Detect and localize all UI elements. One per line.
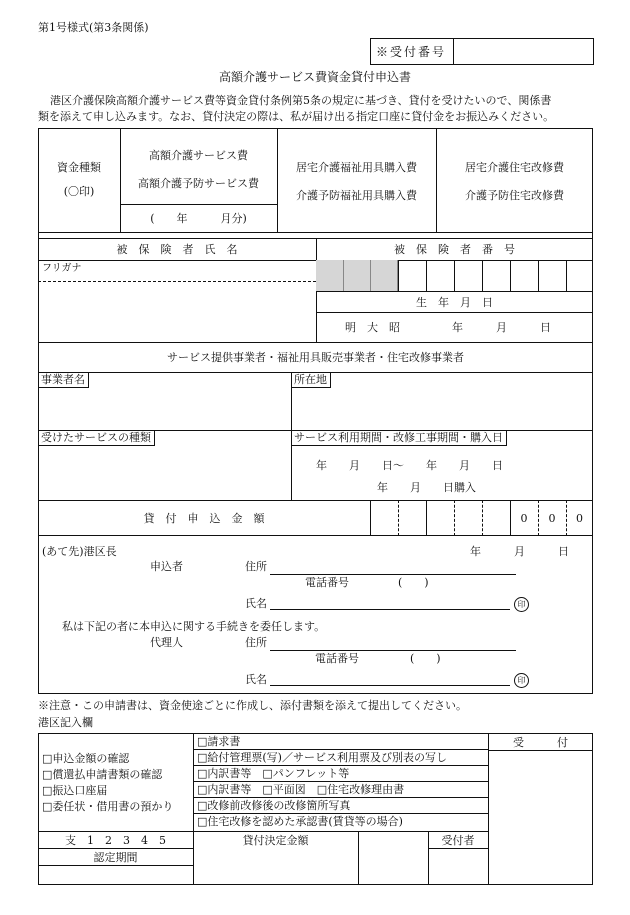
service-type-label: 受けたサービスの種類 [39, 431, 155, 446]
check-amount[interactable]: □申込金額の確認 [42, 752, 130, 765]
birth-date-field[interactable]: 年 月 日 [452, 321, 551, 334]
furigana-label: フリガナ [42, 263, 82, 274]
provider-address-label: 所在地 [292, 373, 331, 388]
receipt-number-label: ※受付番号 [376, 45, 447, 59]
fund-option-preventive-equipment[interactable]: 介護予防福祉用具購入費 [296, 189, 417, 202]
applicant-label: 申込者 [150, 560, 183, 573]
applicant-phone-field[interactable]: ( ) [398, 576, 429, 589]
branch-number: 支 1 2 3 4 5 [65, 834, 166, 847]
applicant-address-label: 住所 [245, 560, 267, 573]
fund-option-high-care[interactable]: 高額介護サービス費 [149, 149, 248, 162]
receiver-label: 受付者 [441, 834, 475, 847]
amount-digit-zero: 0 [548, 512, 556, 525]
agent-name-label: 氏名 [245, 673, 267, 686]
service-period-field[interactable]: 年 月 日～ 年 月 日 [316, 459, 503, 472]
number-cell-prefix [316, 260, 344, 291]
addressee: (あて先)港区長 [42, 545, 117, 558]
applicant-address-input[interactable] [270, 574, 516, 575]
service-type-input[interactable] [40, 448, 289, 498]
birth-era-options[interactable]: 明 大 昭 [345, 321, 400, 334]
insured-number-input[interactable] [398, 261, 592, 290]
provider-name-input[interactable] [40, 390, 289, 428]
doc-photos[interactable]: □改修前改修後の改修箇所写真 [197, 799, 351, 812]
number-cell-prefix [371, 260, 398, 291]
application-date-field[interactable]: 年 月 日 [470, 545, 569, 558]
seal-mark: 印 [514, 597, 529, 612]
fund-option-high-preventive[interactable]: 高額介護予防サービス費 [138, 177, 259, 190]
provider-name-label: 事業者名 [39, 373, 89, 388]
page-title: 高額介護サービス費資金貸付申込書 [218, 70, 411, 84]
doc-breakdown-pamphlet[interactable]: □内訳書等 □パンフレット等 [197, 767, 350, 780]
loan-amount-label: 貸 付 申 込 金 額 [143, 512, 265, 525]
seal-mark: 印 [514, 673, 529, 688]
insured-number-header: 被 保 険 者 番 号 [394, 243, 515, 256]
certification-period-label: 認定期間 [93, 851, 138, 864]
delegation-statement: 私は下記の者に本申込に関する手続きを委任します。 [62, 620, 326, 633]
fund-option-preventive-renovation[interactable]: 介護予防住宅改修費 [465, 189, 564, 202]
loan-amount-input[interactable] [371, 501, 509, 535]
agent-address-label: 住所 [245, 636, 267, 649]
intro-line-1: 港区介護保険高額介護サービス費等資金貸付条例第5条の規定に基づき、貸付を受けたいので、関係書 [50, 94, 552, 107]
receipt-stamp-label: 受 付 [513, 736, 568, 749]
office-use-header: 港区記入欄 [38, 716, 93, 729]
form-number: 第1号様式(第3条関係) [38, 21, 149, 34]
insured-name-input[interactable] [40, 283, 314, 339]
provider-header: サービス提供事業者・福祉用具販売事業者・住宅改修事業者 [167, 351, 464, 364]
amount-digit-zero: 0 [520, 512, 528, 525]
amount-digit-zero: 0 [576, 512, 583, 525]
doc-invoice[interactable]: □請求書 [197, 735, 241, 748]
decision-amount-label: 貸付決定金額 [242, 834, 309, 847]
birth-date-label: 生 年 月 日 [416, 296, 493, 309]
fund-option-equipment[interactable]: 居宅介護福祉用具購入費 [296, 161, 417, 174]
fund-option-home-renovation[interactable]: 居宅介護住宅改修費 [465, 161, 564, 174]
provider-address-input[interactable] [293, 390, 591, 428]
doc-benefit-management[interactable]: □給付管理票(写)／サービス利用票及び別表の写し [197, 751, 447, 764]
doc-breakdown-plan-reason[interactable]: □内訳書等 □平面図 □住宅改修理由書 [197, 783, 405, 796]
number-cell-prefix [344, 260, 371, 291]
check-reimbursement-docs[interactable]: □償還払申請書類の確認 [42, 768, 163, 781]
fund-type-label: 資金種類 [57, 161, 101, 174]
check-proxy-loan-docs[interactable]: □委任状・借用書の預かり [42, 800, 174, 813]
fund-month-field[interactable]: ( 年 月分) [150, 212, 247, 225]
applicant-name-input[interactable] [270, 609, 510, 610]
purchase-date-field[interactable]: 年 月 日購入 [377, 481, 476, 494]
check-bank-account[interactable]: □振込口座届 [42, 784, 108, 797]
service-period-label: サービス利用期間・改修工事期間・購入日 [292, 431, 507, 446]
intro-line-2: 類を添えて申し込みます。なお、貸付決定の際は、私が届け出る指定口座に貸付金をお振込みください。 [38, 110, 555, 123]
insured-name-header: 被 保 険 者 氏 名 [116, 243, 238, 256]
agent-name-input[interactable] [270, 685, 510, 686]
applicant-phone-label: 電話番号 [305, 576, 349, 589]
caution-note: ※注意・この申請書は、資金使途ごとに作成し、添付書類を添えて提出してください。 [38, 699, 467, 712]
agent-label: 代理人 [150, 636, 183, 649]
applicant-name-label: 氏名 [245, 597, 267, 610]
fund-type-circle-note: (〇印) [63, 185, 95, 198]
agent-address-input[interactable] [270, 650, 516, 651]
doc-approval[interactable]: □住宅改修を認めた承認書(賃貸等の場合) [197, 815, 403, 828]
agent-phone-label: 電話番号 [315, 652, 359, 665]
agent-phone-field[interactable]: ( ) [410, 652, 441, 665]
applicant-section [38, 536, 593, 694]
